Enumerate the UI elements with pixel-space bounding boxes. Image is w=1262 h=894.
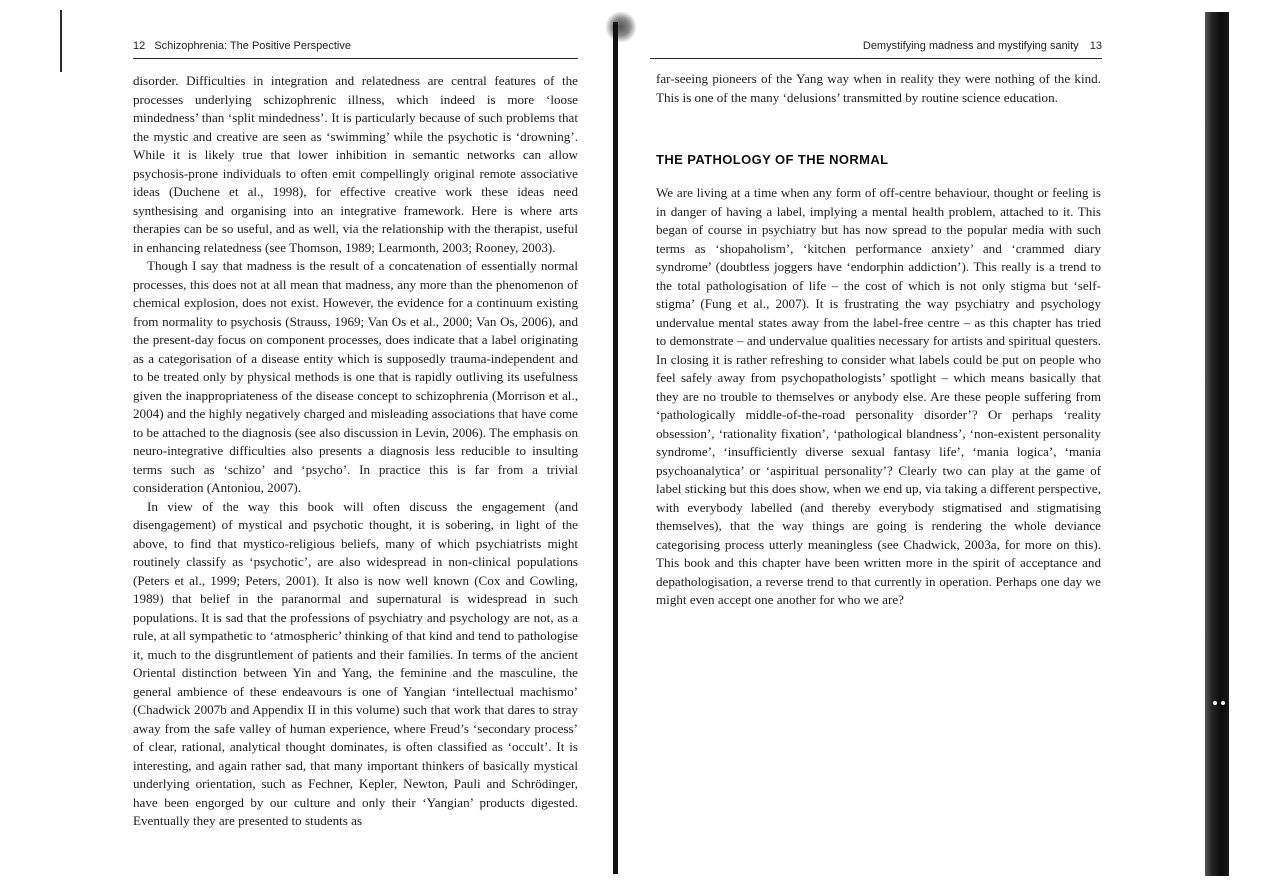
right-running-title: Demystifying madness and mystifying sanity: [862, 40, 1079, 52]
right-running-head: [650, 40, 1102, 59]
section-heading: THE PATHOLOGY OF THE NORMAL: [656, 152, 889, 167]
right-paragraph-1: far-seeing pioneers of the Yang way when in reality they were nothing of the kind. This is one of the many ‘delusions’ transmitted by routine science education.: [656, 71, 1101, 105]
left-paragraph-1: disorder. Difficulties in integration and relatedness are central features of the processes underlying schizophrenic illness, which indeed is more ‘loose mindedness’ than ‘split mindedness’. It is particularly because of such problems that the mystic and creative are seen as ‘swimming’ while the psychotic is ‘drowning’. While it is likely true that lower inhibition in semantic networks can allow psychosis-prone individuals to often emit compellingly original remote associative ideas (Duchene et al., 1998), for effective creative work these ideas need synthesising and organising into an integrative framework. Here is where arts therapies can be so useful, and as well, via the relationship with the therapist, useful in enhancing relatedness (see Thomson, 1989; Learmonth, 2003; Rooney, 2003).: [133, 73, 578, 255]
left-running-head: [133, 40, 578, 59]
gutter-shadow: [606, 12, 636, 42]
left-paragraph-3: In view of the way this book will often discuss the engagement (and disengagement) of mystical and psychotic thought, it is sobering, in light of the above, to find that mystico-religious beliefs, many of which psychiatrists might routinely classify as ‘psychotic’, are also widespread in non-clinical populations (Peters et al., 1999; Peters, 2001). It also is now well known (Cox and Cowling, 1989) that belief in the paranormal and supernatural is widespread in such populations. It is sad that the professions of psychiatry and psychology are not, as a rule, at all sympathetic to ‘atmospheric’ thinking of that kind and tend to pathologise it, much to the disgruntlement of patients and their families. In terms of the ancient Oriental distinction between Yin and Yang, the feminine and the masculine, the general ambience of these endeavours is one of Yangian ‘intellectual machismo’ (Chadwick 2007b and Appendix II in this volume) such that work that dares to stray away from the safe valley of human experience, where Freud’s ‘secondary process’ of clear, rational, analytical thought dominates, is often classified as ‘occult’. It is interesting, and again rather sad, that many important thinkers of basically mystical underlying orientation, such as Fechner, Kepler, Newton, Pauli and Schrödinger, have been engorged by our culture and only their ‘Yangian’ products digested. Eventually they are presented to students as: [133, 498, 578, 828]
right-page-section: [656, 184, 1101, 610]
right-page-opening: [656, 70, 1101, 107]
scan-edge-right: [1205, 12, 1229, 876]
left-page-number: 12: [133, 40, 146, 52]
book-gutter: [613, 22, 618, 874]
right-paragraph-2: We are living at a time when any form of off-centre behaviour, thought or feeling is in danger of having a label, implying a mental health problem, attached to it. This began of course in psychiatry but has now spread to the popular media with such terms as ‘shopaholism’, ‘kitchen performance anxiety’ and ‘crammed diary syndrome’ (doubtless joggers have ‘endorphin addiction’). This really is a trend to the total pathologisation of life – the cost of which is not only stigma but ‘self-stigma’ (Fung et al., 2007). It is frustrating the way psychiatry and psychology undervalue mental states away from the label-free centre – as this chapter has tried to demonstrate – and undervalue qualities necessary for artists and spiritual questers. In closing it is rather refreshing to consider what labels could be put on people who feel safely away from psychopathologists’ spotlight – which means basically that they are no trouble to themselves or anybody else. Are these people suffering from ‘pathologically middle-of-the-road personality disorder’? Or perhaps ‘reality obsession’, ‘rationality fixation’, ‘pathological blandness’, ‘non-existent personality syndrome’, ‘insufficiently diverse sexual fantasy life’, ‘mania logica’, ‘mania psychoanalytica’ or ‘aspiritual personality’? Clearly two can play at the game of label sticking but this does show, when we end up, via taking a different perspective, with everybody labelled (and thereby everybody stigmatised and stigmatising themselves), that the way things are going is rendering the whole deviance categorising process utterly meaningless (see Chadwick, 2003a, for more on this). This book and this chapter have been written more in the spirit of acceptance and depathologisation, a reverse trend to that currently in operation. Perhaps one day we might even accept one another for who we are?: [656, 185, 1101, 607]
scan-specks: [1211, 696, 1229, 710]
left-paragraph-2: Though I say that madness is the result of a concatenation of essentially normal processes, this does not at all mean that madness, any more than the phenomenon of chemical explosion, does not exist. However, the evidence for a continuum existing from normality to psychosis (Strauss, 1969; Van Os et al., 2000; Van Os, 2006), and the present-day focus on component processes, does indicate that a label originating as a categorisation of a disease entity which is supposedly trauma-independent and to be treated only by physical methods is one that is rapidly outliving its usefulness given the inappropriateness of the disease concept to schizophrenia (Morrison et al., 2004) and the highly negatively charged and misleading associations that have come to be attached to the diagnosis (see also discussion in Levin, 2006). The emphasis on neuro-integrative difficulties also presents a diagnosis less reducible to insulting terms such as ‘schizo’ and ‘psycho’. In practice this is far from a trivial consideration (Antoniou, 2007).: [133, 258, 578, 495]
left-page-body: [133, 72, 578, 831]
scan-edge-left: [60, 10, 62, 72]
right-page-number: 13: [1089, 40, 1102, 52]
left-running-title: Schizophrenia: The Positive Perspective: [154, 40, 351, 52]
